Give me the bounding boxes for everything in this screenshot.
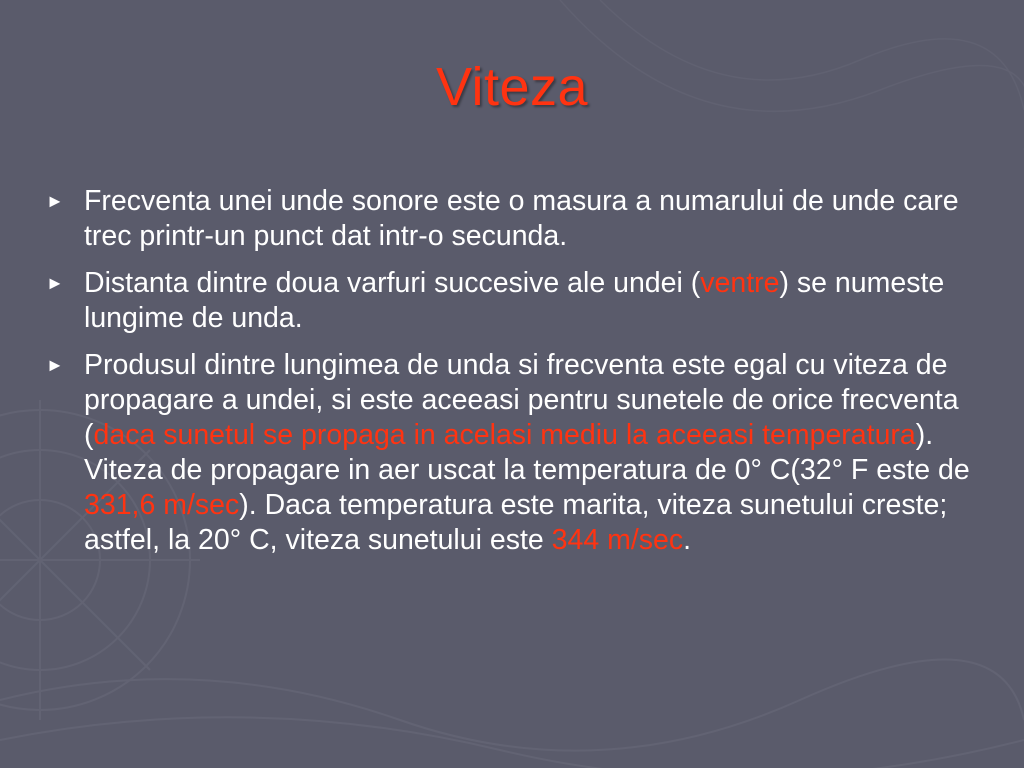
highlighted-speed-value: 331,6 m/sec [84,489,240,521]
bullet-text: ). Viteza de propagare in aer uscat la temperatura de 0° C(32° F este de [84,419,970,486]
triangle-bullet-icon: ► [46,191,64,211]
bullet-text: ). Daca temperatura este marita, viteza sunetului creste; astfel, la 20° C, viteza sunetului este [84,489,948,556]
slide-title: Viteza [435,57,589,117]
bullet-text: Produsul dintre lungimea de unda si frecventa este egal cu viteza de propagare a undei, si este aceeasi pentru sunetele de orice frecventa ( [84,349,959,451]
triangle-bullet-icon: ► [46,355,64,375]
bullet-text: Frecventa unei unde sonore este o masura a numarului de unde care trec printr-un punct dat intr-o secunda. [84,185,959,252]
bullet-item [46,184,986,254]
highlighted-term: ventre [700,267,780,299]
bullet-item [46,266,986,336]
bullet-text: . [683,524,692,556]
highlighted-speed-value: 344 m/sec [551,524,684,556]
triangle-bullet-icon: ► [46,273,64,293]
highlighted-condition: daca sunetul se propaga in acelasi mediu la aceeasi temperatura [93,419,916,451]
bullet-text: ) se numeste lungime de unda. [84,267,945,334]
bullet-item [46,348,986,558]
bullet-list [46,184,986,570]
bullet-text: Distanta dintre doua varfuri succesive ale undei ( [84,267,701,299]
